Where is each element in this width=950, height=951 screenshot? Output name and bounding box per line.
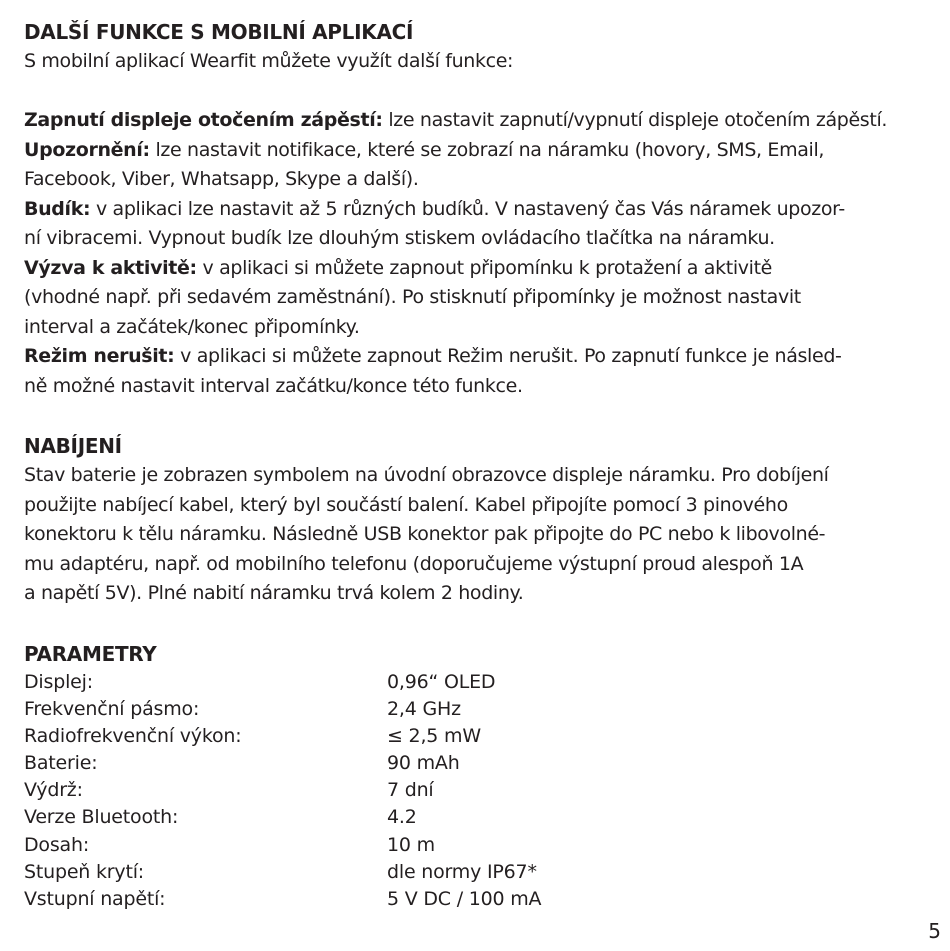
parameter-label: Výdrž: (24, 779, 83, 802)
feature-activity-reminder (24, 254, 929, 284)
parameter-row-input-voltage (24, 886, 929, 913)
feature-text: lze nastavit zapnutí/vypnutí displeje otočením zápěstí. (382, 109, 888, 131)
parameter-row-display (24, 669, 929, 696)
feature-text-continued: Facebook, Viber, Whatsapp, Skype a další). (24, 168, 419, 190)
parameter-value: dle normy IP67* (387, 860, 537, 883)
feature-term: Budík: (24, 197, 91, 220)
manual-page (24, 17, 929, 913)
parameter-label: Stupeň krytí: (24, 860, 144, 883)
feature-notifications (24, 136, 929, 166)
charging-line: Stav baterie je zobrazen symbolem na úvodní obrazovce displeje náramku. Pro dobíjení (24, 464, 829, 486)
charging-line: a napětí 5V). Plné nabití náramku trvá kolem 2 hodiny. (24, 582, 524, 604)
feature-text-continued: ně možné nastavit interval začátku/konce této funkce. (24, 374, 523, 397)
parameter-value: 0,96“ OLED (387, 670, 496, 693)
parameter-label: Verze Bluetooth: (24, 806, 179, 829)
charging-line: použijte nabíjecí kabel, který byl součástí balení. Kabel připojíte pomocí 3 pinového (24, 493, 788, 516)
parameters-heading: PARAMETRY (24, 641, 157, 666)
feature-text: v aplikaci si můžete zapnout připomínku k protažení a aktivitě (196, 256, 773, 279)
parameter-row-frequency (24, 696, 929, 723)
feature-text: v aplikaci lze nastavit až 5 různých budíků. V nastavený čas Vás náramek upozor- (90, 197, 845, 220)
parameter-value: 7 dní (387, 779, 434, 802)
page-number: 5 (928, 919, 941, 943)
charging-line: konektoru k tělu náramku. Následně USB konektor pak připojte do PC nebo k libovolné- (24, 523, 826, 545)
parameter-value: 5 V DC / 100 mA (387, 888, 542, 910)
feature-text: v aplikaci si můžete zapnout Režim nerušit. Po zapnutí funkce je násled- (174, 345, 842, 367)
charging-heading: NABÍJENÍ (24, 434, 122, 458)
parameter-label: Displej: (24, 670, 93, 693)
feature-do-not-disturb (24, 342, 929, 372)
feature-text: lze nastavit notifikace, které se zobrazí na náramku (hovory, SMS, Email, (149, 138, 825, 161)
feature-text-continued: ní vibracemi. Vypnout budík lze dlouhým stiskem ovládacího tlačítka na náramku. (24, 227, 775, 249)
parameter-value: ≤ 2,5 mW (387, 724, 481, 747)
feature-text-continued: (vhodné např. při sedavém zaměstnání). Po stisknutí připomínky je možnost nastavit (24, 286, 801, 308)
feature-text-continued: interval a začátek/konec připomínky. (24, 315, 360, 338)
feature-term: Výzva k aktivitě: (24, 256, 197, 279)
parameter-label: Radiofrekvenční výkon: (24, 724, 242, 747)
parameter-row-bluetooth (24, 804, 929, 831)
feature-term: Režim nerušit: (24, 345, 175, 367)
feature-term: Upozornění: (24, 138, 150, 161)
parameters-table (24, 669, 929, 914)
parameter-row-endurance (24, 777, 929, 804)
parameter-row-range (24, 832, 929, 859)
parameter-value: 4.2 (387, 806, 417, 829)
parameter-value: 90 mAh (387, 752, 460, 775)
features-heading: DALŠÍ FUNKCE S MOBILNÍ APLIKACÍ (24, 20, 414, 44)
parameter-value: 2,4 GHz (387, 697, 461, 720)
spacer (24, 609, 929, 639)
feature-alarm (24, 195, 929, 225)
feature-wrist-display (24, 106, 929, 136)
feature-term: Zapnutí displeje otočením zápěstí: (24, 109, 383, 131)
parameter-label: Baterie: (24, 752, 98, 775)
parameter-value: 10 m (387, 833, 435, 856)
features-intro: S mobilní aplikací Wearfit můžete využít další funkce: (24, 50, 514, 72)
charging-line: mu adaptéru, např. od mobilního telefonu (doporučujeme výstupní proud alespoň 1A (24, 552, 804, 575)
parameter-label: Frekvenční pásmo: (24, 697, 200, 720)
spacer (24, 77, 929, 107)
parameter-row-rf-power (24, 723, 929, 750)
spacer (24, 401, 929, 431)
parameter-label: Vstupní napětí: (24, 888, 166, 910)
parameter-label: Dosah: (24, 833, 90, 856)
parameter-row-protection (24, 859, 929, 886)
parameter-row-battery (24, 750, 929, 777)
